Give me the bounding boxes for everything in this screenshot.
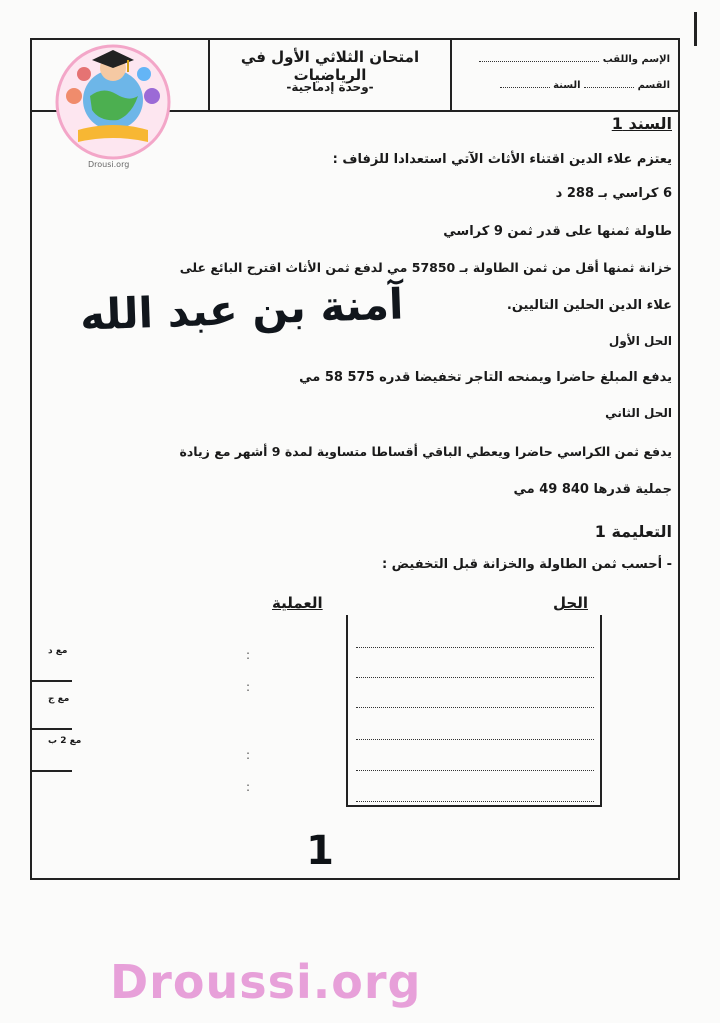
header-divider-left bbox=[208, 40, 210, 110]
grade-box-1 bbox=[30, 646, 72, 682]
exam-title: امتحان الثلاثي الأول في الرياضيات bbox=[240, 48, 420, 84]
year-label: السنة bbox=[553, 80, 581, 91]
student-class-row bbox=[460, 78, 670, 91]
operation-mark: : bbox=[246, 780, 251, 794]
answer-line-4[interactable] bbox=[356, 738, 594, 740]
grade-box-2 bbox=[30, 694, 72, 730]
solution2-text-line2: جملية قدرها 840 49 مي bbox=[513, 482, 672, 497]
answer-line-2[interactable] bbox=[356, 676, 594, 678]
name-field[interactable] bbox=[479, 52, 599, 62]
page-number: 1 bbox=[306, 828, 334, 874]
answer-line-3[interactable] bbox=[356, 706, 594, 708]
task-instruction: - أحسب ثمن الطاولة والخزانة قبل التخفيض : bbox=[381, 557, 672, 572]
answer-line-1[interactable] bbox=[356, 646, 594, 648]
solution1-text: يدفع المبلغ حاضرا ويمنحه التاجر تخفيضا قدره 575 58 مي bbox=[299, 370, 672, 385]
answer-box bbox=[346, 615, 602, 807]
item-table: طاولة ثمنها على قدر ثمن 9 كراسي bbox=[443, 224, 672, 239]
student-name-stamp: آمنة بن عبد الله bbox=[79, 279, 405, 340]
class-label: القسم bbox=[637, 80, 670, 91]
grade-label-1: مع د bbox=[48, 646, 68, 656]
solution-column-header: الحل bbox=[553, 594, 588, 612]
site-watermark: Droussi.org bbox=[110, 955, 422, 1009]
item-chairs: 6 كراسي بـ 288 د bbox=[555, 186, 672, 201]
site-logo-icon bbox=[48, 38, 178, 172]
item-wardrobe-line2: علاء الدين الحلين التاليين. bbox=[506, 298, 672, 313]
operation-mark: : bbox=[246, 748, 251, 762]
intro-text: يعتزم علاء الدين اقتناء الأثاث الآتي استعدادا للزفاف : bbox=[332, 152, 672, 167]
class-field[interactable] bbox=[584, 78, 634, 88]
solution2-text-line1: يدفع ثمن الكراسي حاضرا ويعطي الباقي أقساطا متساوية لمدة 9 أشهر مع زيادة bbox=[179, 444, 672, 459]
answer-line-5[interactable] bbox=[356, 769, 594, 771]
section-title: السند 1 bbox=[611, 114, 672, 133]
answer-line-6[interactable] bbox=[356, 800, 594, 802]
solution2-title: الحل الثاني bbox=[605, 406, 672, 420]
exam-subtitle: -وحدة إدماجية- bbox=[286, 80, 374, 94]
operation-mark: : bbox=[246, 680, 251, 694]
operation-mark: : bbox=[246, 648, 251, 662]
header-divider-right bbox=[450, 40, 452, 110]
grade-label-2: مع ج bbox=[48, 694, 70, 704]
solution1-title: الحل الأول bbox=[608, 334, 672, 348]
grade-box-3 bbox=[30, 736, 82, 772]
grade-label-3: مع 2 ب bbox=[48, 736, 82, 746]
operation-column-header: العملية bbox=[272, 594, 323, 612]
page-edge-mark bbox=[694, 12, 697, 46]
name-label: الإسم واللقب bbox=[602, 54, 670, 65]
logo-caption: Drousi.org bbox=[88, 160, 130, 169]
student-name-row bbox=[460, 52, 670, 65]
task-title: التعليمة 1 bbox=[594, 522, 672, 541]
item-wardrobe-line1: خزانة ثمنها أقل من ثمن الطاولة بـ 57850 مي لدفع ثمن الأثاث اقترح البائع على bbox=[179, 260, 672, 275]
year-field[interactable] bbox=[500, 78, 550, 88]
